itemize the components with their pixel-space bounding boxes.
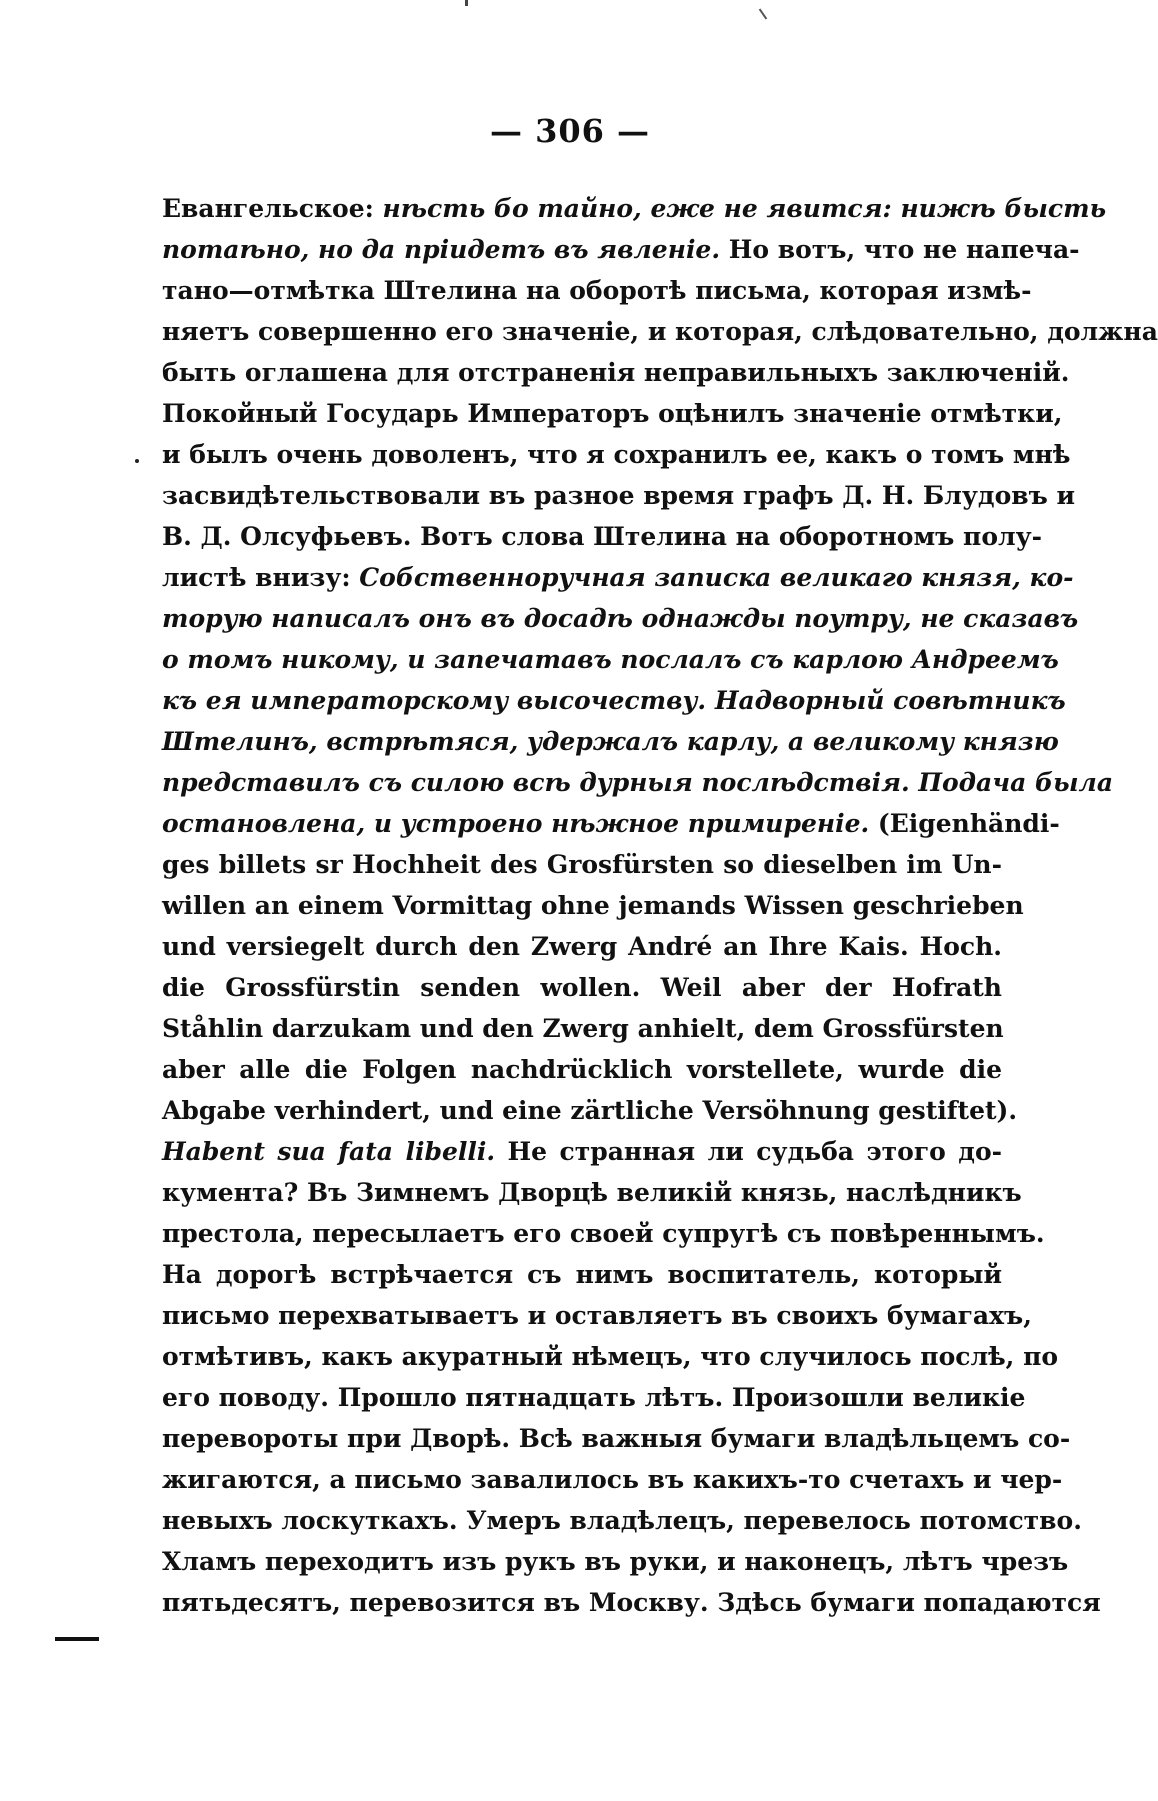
margin-dash-mark bbox=[55, 1637, 99, 1641]
page-number: — 306 — bbox=[489, 112, 651, 150]
text-segment: Abgabe verhindert, und eine zärtliche Versöhnung gestiftet). bbox=[162, 1096, 1018, 1125]
text-segment: Хламъ переходитъ изъ рукъ въ руки, и наконецъ, лѣтъ чрезъ bbox=[162, 1547, 1069, 1576]
text-line bbox=[162, 475, 1076, 516]
text-segment: письмо перехватываетъ и оставляетъ въ своихъ бумагахъ, bbox=[162, 1301, 1032, 1330]
text-line bbox=[162, 926, 1002, 967]
text-segment: Ståhlin darzukam und den Zwerg anhielt, dem Grossfürsten bbox=[162, 1014, 1004, 1043]
text-line bbox=[162, 844, 1002, 885]
italic-segment: Штелинъ, встрѣтяся, удержалъ карлу, а великому князю bbox=[162, 727, 1059, 756]
text-line bbox=[162, 229, 1080, 270]
text-line bbox=[162, 721, 1059, 762]
text-segment: перевороты при Дворѣ. Всѣ важныя бумаги владѣльцемъ со- bbox=[162, 1424, 1071, 1453]
scan-tick-mark bbox=[759, 9, 768, 20]
text-line bbox=[162, 967, 1002, 1008]
scan-speck-top bbox=[465, 0, 468, 6]
body-text bbox=[162, 188, 1158, 1623]
italic-segment: къ ея императорскому высочеству. Надворный совѣтникъ bbox=[162, 686, 1066, 715]
italic-segment: о томъ никому, и запечатавъ послалъ съ карлою Андреемъ bbox=[162, 645, 1059, 674]
text-segment: Но вотъ, что не напеча- bbox=[720, 235, 1080, 264]
text-line bbox=[162, 270, 1032, 311]
text-segment: пятьдесятъ, перевозится въ Москву. Здѣсь бумаги попадаются bbox=[162, 1588, 1101, 1617]
italic-segment: потаѣно, но да пріидетъ въ явленіе. bbox=[162, 235, 721, 264]
text-line bbox=[162, 1541, 1069, 1582]
text-line bbox=[162, 1377, 1026, 1418]
text-line bbox=[162, 762, 1114, 803]
text-line bbox=[162, 1172, 1022, 1213]
italic-segment: Собственноручная записка великаго князя, ко- bbox=[359, 563, 1074, 592]
text-segment: ges billets sr Hochheit des Grosfürsten so dieselben im Un- bbox=[162, 850, 1002, 879]
text-segment: Евангельское: bbox=[162, 194, 383, 223]
text-segment: быть оглашена для отстраненія неправильныхъ заключеній. bbox=[162, 358, 1070, 387]
text-line bbox=[162, 1459, 1063, 1500]
text-line bbox=[162, 1213, 1045, 1254]
text-segment: die Grossfürstin senden wollen. Weil aber der Hofrath bbox=[162, 973, 1002, 1002]
text-line bbox=[162, 639, 1059, 680]
text-line bbox=[162, 680, 1066, 721]
text-segment: На дорогѣ встрѣчается съ нимъ воспитатель, который bbox=[162, 1260, 1002, 1289]
text-line bbox=[162, 1008, 1002, 1049]
text-segment: жигаются, а письмо завалилось въ какихъ-то счетахъ и чер- bbox=[162, 1465, 1063, 1494]
italic-segment: представилъ съ силою всѣ дурныя послѣдствія. Подача была bbox=[162, 768, 1114, 797]
text-segment: листѣ внизу: bbox=[162, 563, 360, 592]
text-line bbox=[162, 557, 1074, 598]
text-line bbox=[162, 1131, 1002, 1172]
text-line bbox=[162, 434, 1071, 475]
text-line bbox=[162, 1582, 1101, 1623]
text-segment: В. Д. Олсуфьевъ. Вотъ слова Штелина на оборотномъ полу- bbox=[162, 522, 1043, 551]
text-line bbox=[162, 516, 1043, 557]
text-segment: aber alle die Folgen nachdrücklich vorstellete, wurde die bbox=[162, 1055, 1002, 1084]
text-segment: und versiegelt durch den Zwerg André an Ihre Kais. Hoch. bbox=[162, 932, 1002, 961]
text-line bbox=[162, 1418, 1071, 1459]
text-segment: засвидѣтельствовали въ разное время графъ Д. Н. Блудовъ и bbox=[162, 481, 1076, 510]
italic-segment: остановлена, и устроено нѣжное примиреніе. bbox=[162, 809, 870, 838]
text-line bbox=[162, 1090, 1018, 1131]
text-segment: кумента? Въ Зимнемъ Дворцѣ великій князь, наслѣдникъ bbox=[162, 1178, 1022, 1207]
italic-segment: нѣсть бо тайно, еже не явится: нижѣ бысть bbox=[382, 194, 1107, 223]
text-segment: престола, пересылаетъ его своей супругѣ съ повѣреннымъ. bbox=[162, 1219, 1045, 1248]
text-line bbox=[162, 803, 1060, 844]
text-line bbox=[162, 188, 1107, 229]
text-line bbox=[162, 1049, 1002, 1090]
text-line bbox=[162, 598, 1079, 639]
text-segment: отмѣтивъ, какъ акуратный нѣмецъ, что случилось послѣ, по bbox=[162, 1342, 1059, 1371]
text-line bbox=[162, 885, 1024, 926]
text-segment: тано—отмѣтка Штелина на оборотѣ письма, которая измѣ- bbox=[162, 276, 1032, 305]
text-segment: willen an einem Vormittag ohne jemands Wissen geschrieben bbox=[162, 891, 1024, 920]
text-line bbox=[162, 1295, 1032, 1336]
text-line bbox=[162, 352, 1070, 393]
scan-speck-margin bbox=[135, 459, 139, 463]
text-segment: Покойный Государь Императоръ оцѣнилъ значеніе отмѣтки, bbox=[162, 399, 1063, 428]
text-line bbox=[162, 1336, 1059, 1377]
text-segment: его поводу. Прошло пятнадцать лѣтъ. Произошли великіе bbox=[162, 1383, 1026, 1412]
italic-segment: торую написалъ онъ въ досадѣ однажды поутру, не сказавъ bbox=[162, 604, 1079, 633]
text-line bbox=[162, 1254, 1002, 1295]
text-segment: Не странная ли судьба этого до- bbox=[495, 1137, 1002, 1166]
text-line bbox=[162, 393, 1063, 434]
italic-segment: Habent sua fata libelli. bbox=[162, 1137, 496, 1166]
text-segment: и былъ очень доволенъ, что я сохранилъ ее, какъ о томъ мнѣ bbox=[162, 440, 1071, 469]
text-segment: (Eigenhändi- bbox=[869, 809, 1060, 838]
text-segment: няетъ совершенно его значеніе, и которая, слѣдовательно, должна bbox=[162, 317, 1158, 346]
text-line bbox=[162, 311, 1158, 352]
text-segment: невыхъ лоскуткахъ. Умеръ владѣлецъ, перевелось потомство. bbox=[162, 1506, 1082, 1535]
text-line bbox=[162, 1500, 1082, 1541]
